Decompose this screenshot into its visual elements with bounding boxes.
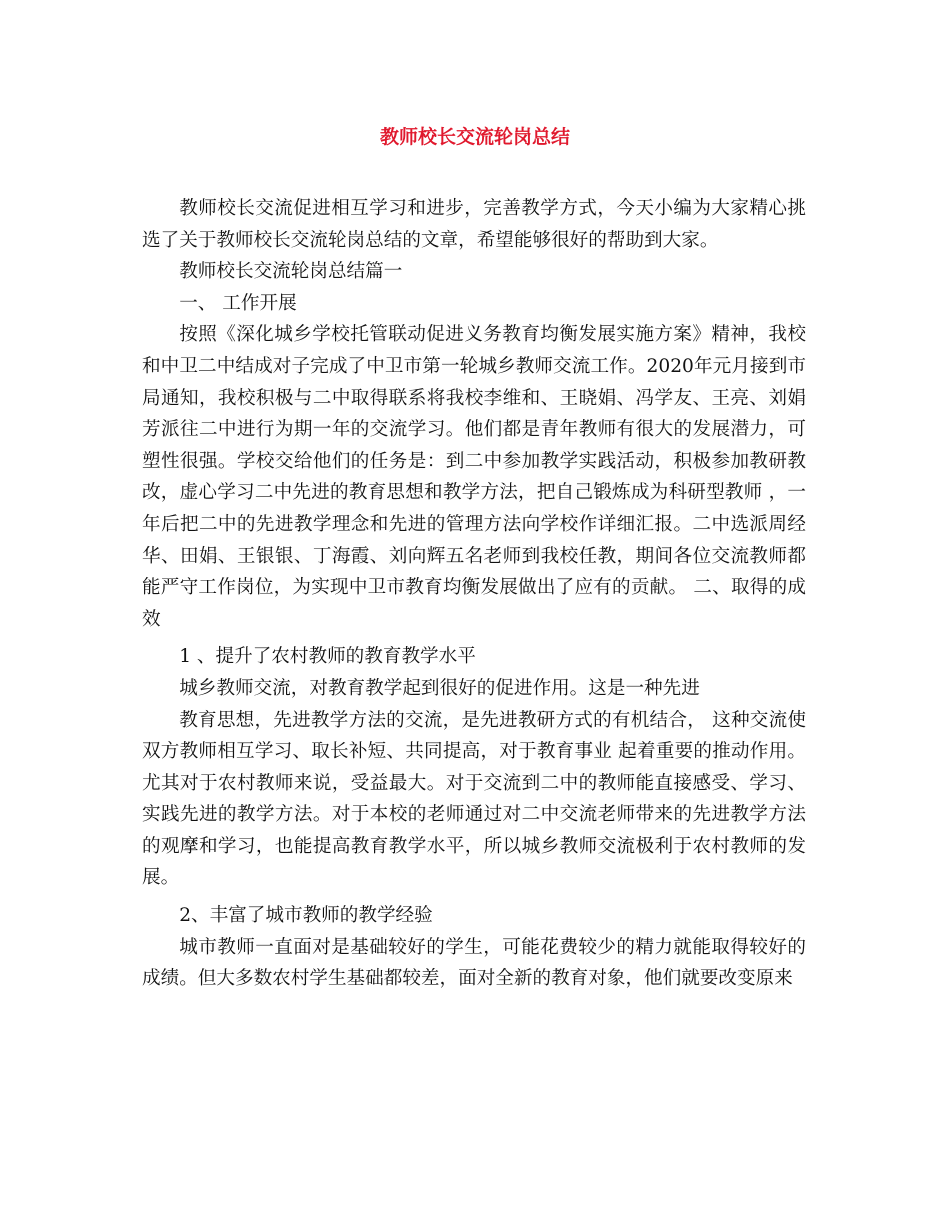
subsection-heading: 2、丰富了城市教师的教学经验 (179, 905, 433, 927)
subsection-heading: 1 、提升了农村教师的教育教学水平 (179, 646, 476, 668)
body-paragraph: 城乡教师交流，对教育教学起到很好的促进作用。这是一种先进 (179, 677, 700, 699)
body-paragraph: 城市教师一直面对是基础较好的学生，可能花费较少的精力就能取得较好的成绩。但大多数农村学生基础都较差，面对全新的教育对象，他们就要改变原来 (142, 936, 806, 990)
section-heading: 教师校长交流轮岗总结篇一 (179, 261, 403, 283)
subsection-heading: 一、 工作开展 (179, 292, 297, 314)
intro-paragraph: 教师校长交流促进相互学习和进步，完善教学方式，今天小编为大家精心挑选了关于教师校长交流轮岗总结的文章，希望能够很好的帮助到大家。 (142, 198, 806, 251)
document-title: 教师校长交流轮岗总结 (379, 126, 570, 148)
document-body (142, 193, 806, 995)
body-paragraph: 按照《深化城乡学校托管联动促进义务教育均衡发展实施方案》精神，我校和中卫二中结成对子完成了中卫市第一轮城乡教师交流工作。2020年元月接到市局通知，我校积极与二中取得联系将我校李维和、王晓娟、冯学友、王亮、刘娟芳派往二中进行为期一年的交流学习。他们都是青年教师有很大的发展潜力，可塑性很强。学校交给他们的任务是：到二中参加教学实践活动，积极参加教研教改，虚心学习二中先进的教育思想和教学方法，把自己锻炼成为科研型教师 ，一年后把二中的先进教学理念和先进的管理方法向学校作详细汇报。二中选派周经华、田娟、王银银、丁海霞、刘向辉五名老师到我校任教，期间各位交流教师都能严守工作岗位，为实现中卫市教育均衡发展做出了应有的贡献。 二、取得的成效 (142, 324, 806, 630)
body-paragraph: 教育思想，先进教学方法的交流，是先进教研方式的有机结合， 这种交流使双方教师相互学习、取长补短、共同提高，对于教育事业 起着重要的推动作用。尤其对于农村教师来说，受益最大。对于交流到二中的教师能直接感受、学习、实践先进的教学方法。对于本校的老师通过对二中交流老师带来的先进教学方法的观摩和学习，也能提高教育教学水平，所以城乡教师交流极利于农村教师的发展。 (142, 709, 806, 889)
